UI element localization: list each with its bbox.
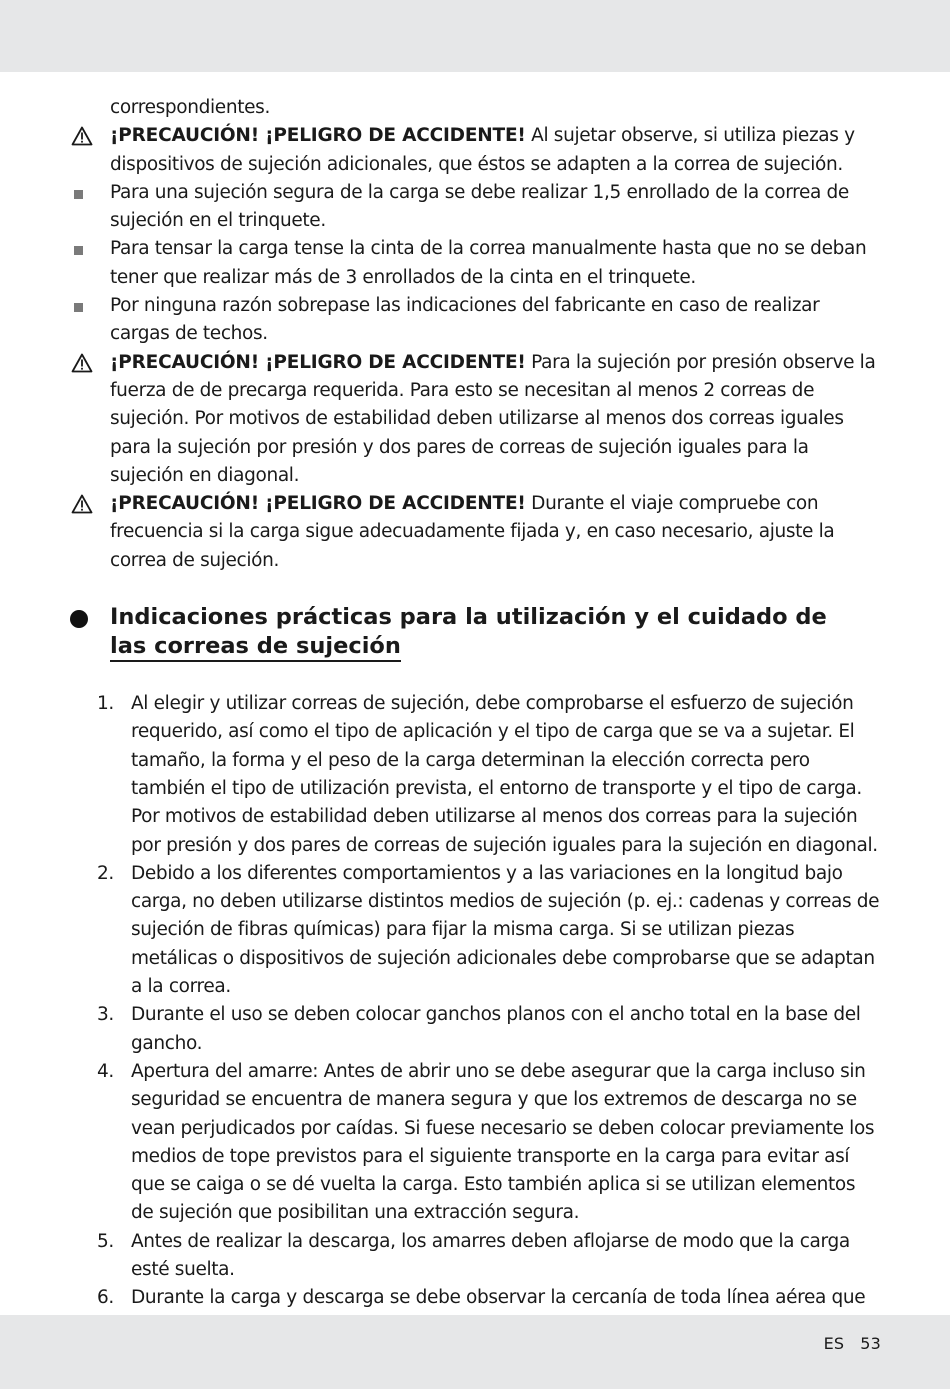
bullet-item (0, 235, 878, 292)
top-band (0, 0, 950, 72)
list-item (0, 860, 881, 1001)
bullet-item (0, 292, 878, 349)
warning-paragraph (0, 349, 878, 490)
caution-label: ¡PRECAUCIÓN! ¡PELIGRO DE ACCIDENTE! (110, 493, 526, 515)
warning-paragraph (0, 490, 878, 575)
bullet-text: Para tensar la carga tense la cinta de la correa manualmente hasta que no se deban tener que realizar más de 3 enrollados de la cinta en el trinquete. (110, 238, 867, 288)
page-content (0, 94, 950, 1313)
list-item-number: 6. (97, 1287, 114, 1309)
square-bullet-icon (74, 190, 83, 199)
list-item-number: 2. (97, 862, 114, 884)
page-footer (824, 1334, 881, 1353)
warning-text: Al sujetar observe, si utiliza piezas y dispositivos de sujeción adicionales, que éstos se adapten a la correa de sujeción. (110, 125, 855, 175)
caution-label: ¡PRECAUCIÓN! ¡PELIGRO DE ACCIDENTE! (110, 351, 526, 373)
section-title-line1: Indicaciones prácticas para la utilización y el cuidado de (110, 604, 827, 631)
warning-triangle-icon (71, 126, 93, 146)
square-bullet-icon (74, 303, 83, 312)
filled-circle-icon (70, 610, 88, 628)
list-item-text: Durante la carga y descarga se debe observar la cercanía de toda línea aérea que (131, 1287, 866, 1309)
section-title-line2: las correas de sujeción (110, 633, 401, 662)
warning-text: Para la sujeción por presión observe la fuerza de de precarga requerida. Para esto se necesitan al menos 2 correas de sujeción. Por motivos de estabilidad deben utilizarse al menos dos correas iguales para la sujeción por presión y dos pares de correas de sujeción iguales para la sujeción en diagonal. (110, 351, 876, 486)
bullet-text: Para una sujeción segura de la carga se debe realizar 1,5 enrollado de la correa de sujeción en el trinquete. (110, 181, 849, 232)
list-item-text: Al elegir y utilizar correas de sujeción, debe comprobarse el esfuerzo de sujeción requerido, así como el tipo de aplicación y el tipo de carga que se va a sujetar. El tamaño, la forma y el peso de la carga determinan la elección correcta pero también el tipo de utilización prevista, el entorno de transporte y el tipo de carga. Por motivos de estabilidad deben utilizarse al menos dos correas para la sujeción por presión y dos pares de correas de sujeción iguales para la sujeción en diagonal. (131, 693, 878, 856)
list-item (0, 1228, 881, 1285)
list-item (0, 690, 881, 860)
caution-label: ¡PRECAUCIÓN! ¡PELIGRO DE ACCIDENTE! (110, 125, 526, 147)
list-item-text: Durante el uso se deben colocar ganchos planos con el ancho total en la base del gancho. (131, 1004, 861, 1054)
bullet-text: Por ninguna razón sobrepase las indicaciones del fabricante en caso de realizar cargas de techos. (110, 295, 820, 345)
list-item (0, 1284, 881, 1312)
warning-text: Durante el viaje compruebe con frecuencia si la carga sigue adecuadamente fijada y, en caso necesario, ajuste la correa de sujeción. (110, 493, 835, 571)
square-bullet-icon (74, 246, 83, 255)
warning-triangle-icon (71, 494, 93, 514)
list-item-text: Apertura del amarre: Antes de abrir uno se debe asegurar que la carga incluso sin seguridad se encuentra de manera segura y que los extremos de descarga no se vean perjudicados por caídas. Si fuese necesario se deben colocar previamente los medios de tope previstos para el siguiente transporte en la carga para evitar así que se caiga o se dé vuelta la carga. Esto también aplica si se utilizan elementos de sujeción que posibilitan una extracción segura. (131, 1060, 875, 1224)
list-item-number: 5. (97, 1230, 114, 1252)
list-item (0, 1058, 881, 1228)
intro-fragment: correspondientes. (110, 97, 270, 118)
numbered-list (0, 690, 950, 1313)
list-item-number: 4. (97, 1060, 114, 1082)
list-item-text: Antes de realizar la descarga, los amarres deben aflojarse de modo que la carga esté suelta. (131, 1230, 850, 1280)
section-heading (0, 603, 890, 660)
bullet-item (0, 179, 878, 236)
warning-paragraph (0, 122, 878, 179)
list-item-text: Debido a los diferentes comportamientos y a las variaciones en la longitud bajo carga, no deben utilizarse distintos medios de sujeción (p. ej.: cadenas y correas de sujeción de fibras químicas) para fijar la misma carga. Si se utilizan piezas metálicas o dispositivos de sujeción adicionales debe comprobarse que se adaptan a la correa. (131, 862, 880, 998)
footer-language: ES (823, 1334, 845, 1353)
list-item-number: 1. (97, 693, 114, 715)
page-number: 53 (860, 1334, 881, 1353)
bottom-band (0, 1315, 950, 1389)
list-item (0, 1001, 881, 1058)
warning-triangle-icon (71, 353, 93, 373)
list-item-number: 3. (97, 1004, 114, 1026)
